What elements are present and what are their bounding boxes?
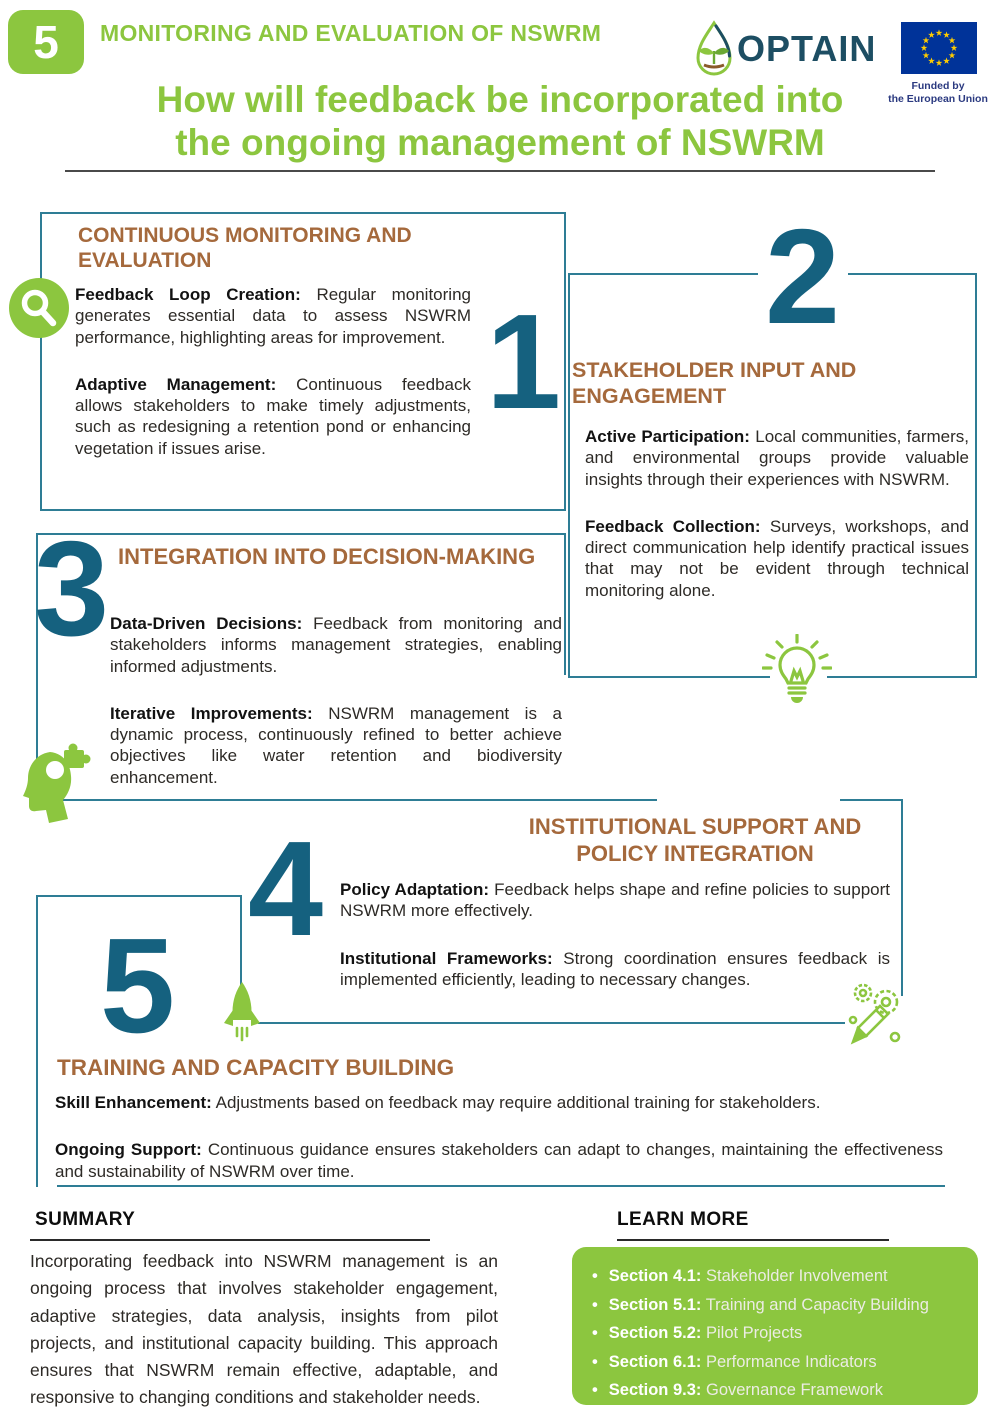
learn-more-item xyxy=(592,1348,964,1377)
learn-more-item xyxy=(592,1376,964,1405)
paragraph-text: Continuous feedback allows stakeholders to make timely adjustments, such as redesigning a retention pond or enhancing vegetation if issues arise. xyxy=(75,374,471,458)
summary-divider xyxy=(30,1239,430,1241)
learn-more-item xyxy=(592,1262,964,1291)
paragraph xyxy=(75,374,471,459)
box4-border-left xyxy=(240,895,242,988)
box2-border-right xyxy=(975,273,977,678)
box2-border-top-left xyxy=(568,273,758,275)
paragraph xyxy=(340,879,890,922)
numeral-1: 1 xyxy=(486,286,562,437)
box2-border-left xyxy=(568,273,570,678)
paragraph-text: Feedback helps shape and refine policies to support NSWRM more effectively. xyxy=(340,880,890,921)
section5-heading: TRAINING AND CAPACITY BUILDING xyxy=(57,1055,455,1080)
section4-body xyxy=(340,879,890,1016)
section3-body xyxy=(110,613,562,814)
section2-body xyxy=(585,426,969,627)
paragraph xyxy=(110,703,562,788)
box2-border-bottom-right xyxy=(827,676,977,678)
box1-border-left xyxy=(40,212,42,511)
paragraph-text: Strong coordination ensures feedback is implemented efficiently, leading to necessary changes. xyxy=(340,948,890,989)
box2-border-bottom-left xyxy=(568,676,770,678)
paragraph xyxy=(340,948,890,991)
summary-text: Incorporating feedback into NSWRM management is an ongoing process that involves stakeholder engagement, adaptive strategies, data analysis, insights from pilot projects, and institutional capacity building. This approach ensures that NSWRM remain effective, adaptable, and responsive to changing conditions and stakeholder needs. xyxy=(30,1251,498,1408)
section5-body xyxy=(55,1092,943,1208)
optain-logo-text: OPTAIN xyxy=(737,28,877,69)
box4-border-right xyxy=(901,799,903,996)
box1-border-bottom xyxy=(40,509,566,511)
paragraph-text: Surveys, workshops, and direct communication help identify practical issues that may not be evident through technical monitoring alone. xyxy=(585,516,970,600)
page-number-badge: 5 xyxy=(8,10,84,74)
eu-flag-icon xyxy=(901,22,977,74)
summary-heading: SUMMARY xyxy=(35,1209,136,1230)
learn-more-item xyxy=(592,1319,964,1348)
box1-border-right xyxy=(564,212,566,511)
box1-border-top xyxy=(40,212,566,214)
lightbulb-icon xyxy=(762,634,832,712)
section-kicker: MONITORING AND EVALUATION OF NSWRM xyxy=(100,20,602,46)
paragraph-lead: Iterative Improvements: xyxy=(110,703,313,723)
paragraph xyxy=(110,613,562,677)
paragraph-lead: Policy Adaptation: xyxy=(340,880,489,899)
learn-more-box xyxy=(572,1247,978,1405)
magnifier-icon xyxy=(8,277,70,339)
paragraph-text: NSWRM management is a dynamic process, continuously refined to better achieve objectives like water retention and biodiversity enhancement. xyxy=(110,703,562,787)
section1-heading: CONTINUOUS MONITORING AND EVALUATION xyxy=(78,224,412,272)
paragraph xyxy=(55,1139,943,1182)
learn-more-item-text: Stakeholder Involvement xyxy=(706,1267,888,1285)
box3-border-top xyxy=(36,533,566,535)
box5-border-top xyxy=(36,895,240,897)
box4-border-bottom xyxy=(258,1022,845,1024)
section2-heading: STAKEHOLDER INPUT AND ENGAGEMENT xyxy=(572,358,857,408)
numeral-4: 4 xyxy=(248,813,324,964)
box3-border-right xyxy=(564,533,566,675)
page-title-line2: the ongoing management of NSWRM xyxy=(175,122,825,163)
learn-more-item-label: Section 6.1: xyxy=(608,1352,702,1371)
pencil-gears-icon xyxy=(842,982,908,1048)
eu-funding-line2: the European Union xyxy=(888,92,988,105)
paragraph-lead: Skill Enhancement: xyxy=(55,1093,212,1112)
learn-more-item-text: Training and Capacity Building xyxy=(705,1295,929,1314)
box5-border-left xyxy=(36,895,38,1187)
paragraph xyxy=(585,426,969,490)
paragraph-lead: Active Participation: xyxy=(585,427,750,446)
title-divider xyxy=(65,170,935,172)
paragraph-lead: Data-Driven Decisions: xyxy=(110,614,303,633)
learn-more-item xyxy=(592,1291,964,1320)
learn-more-heading: LEARN MORE xyxy=(617,1209,749,1230)
rocket-icon xyxy=(220,980,264,1042)
paragraph-text: Adjustments based on feedback may require additional training for stakeholders. xyxy=(215,1093,821,1112)
paragraph xyxy=(55,1092,943,1113)
paragraph-lead: Ongoing Support: xyxy=(55,1140,202,1160)
paragraph-lead: Feedback Collection: xyxy=(585,516,761,536)
paragraph-lead: Institutional Frameworks: xyxy=(340,948,553,968)
learn-more-item-text: Governance Framework xyxy=(706,1381,883,1400)
box2-border-top-right xyxy=(848,273,977,275)
learn-more-list xyxy=(572,1247,978,1405)
section4-heading: INSTITUTIONAL SUPPORT AND POLICY INTEGRATION xyxy=(528,814,862,866)
paragraph-lead: Feedback Loop Creation: xyxy=(75,285,301,304)
learn-more-item-label: Section 5.1: xyxy=(608,1295,702,1314)
numeral-2: 2 xyxy=(765,201,841,352)
numeral-5: 5 xyxy=(100,910,176,1061)
learn-more-item-label: Section 9.3: xyxy=(608,1381,702,1400)
page-title xyxy=(60,78,940,164)
learn-more-item-label: Section 5.2: xyxy=(608,1324,702,1343)
box4-border-top-right xyxy=(840,799,903,801)
paragraph-text: Local communities, farmers, and environmental groups provide valuable insights through their experiences with NSWRM. xyxy=(585,427,969,489)
optain-droplet-icon xyxy=(692,20,736,78)
eu-funding-line1: Funded by xyxy=(911,80,965,92)
numeral-3: 3 xyxy=(34,513,110,664)
page-title-line1: How will feedback be incorporated into xyxy=(156,79,844,120)
paragraph-lead: Adaptive Management: xyxy=(75,374,277,394)
learn-more-item-label: Section 4.1: xyxy=(608,1267,702,1285)
paragraph-text: Continuous guidance ensures stakeholders can adapt to changes, maintaining the effectiveness and sustainability of NSWRM over time. xyxy=(55,1140,943,1181)
section3-heading: INTEGRATION INTO DECISION-MAKING xyxy=(118,544,536,569)
learn-more-item-text: Pilot Projects xyxy=(706,1324,803,1343)
head-puzzle-icon xyxy=(16,740,102,826)
paragraph-text: Regular monitoring generates essential data to assess NSWRM performance, highlighting areas for improvement. xyxy=(75,285,471,347)
paragraph xyxy=(75,284,471,348)
learn-more-divider xyxy=(617,1239,889,1241)
paragraph xyxy=(585,516,969,601)
learn-more-item-text: Performance Indicators xyxy=(706,1352,877,1371)
paragraph-text: Feedback from monitoring and stakeholders informs management strategies, enabling informed adjustments. xyxy=(110,614,562,676)
section1-body xyxy=(75,284,471,485)
